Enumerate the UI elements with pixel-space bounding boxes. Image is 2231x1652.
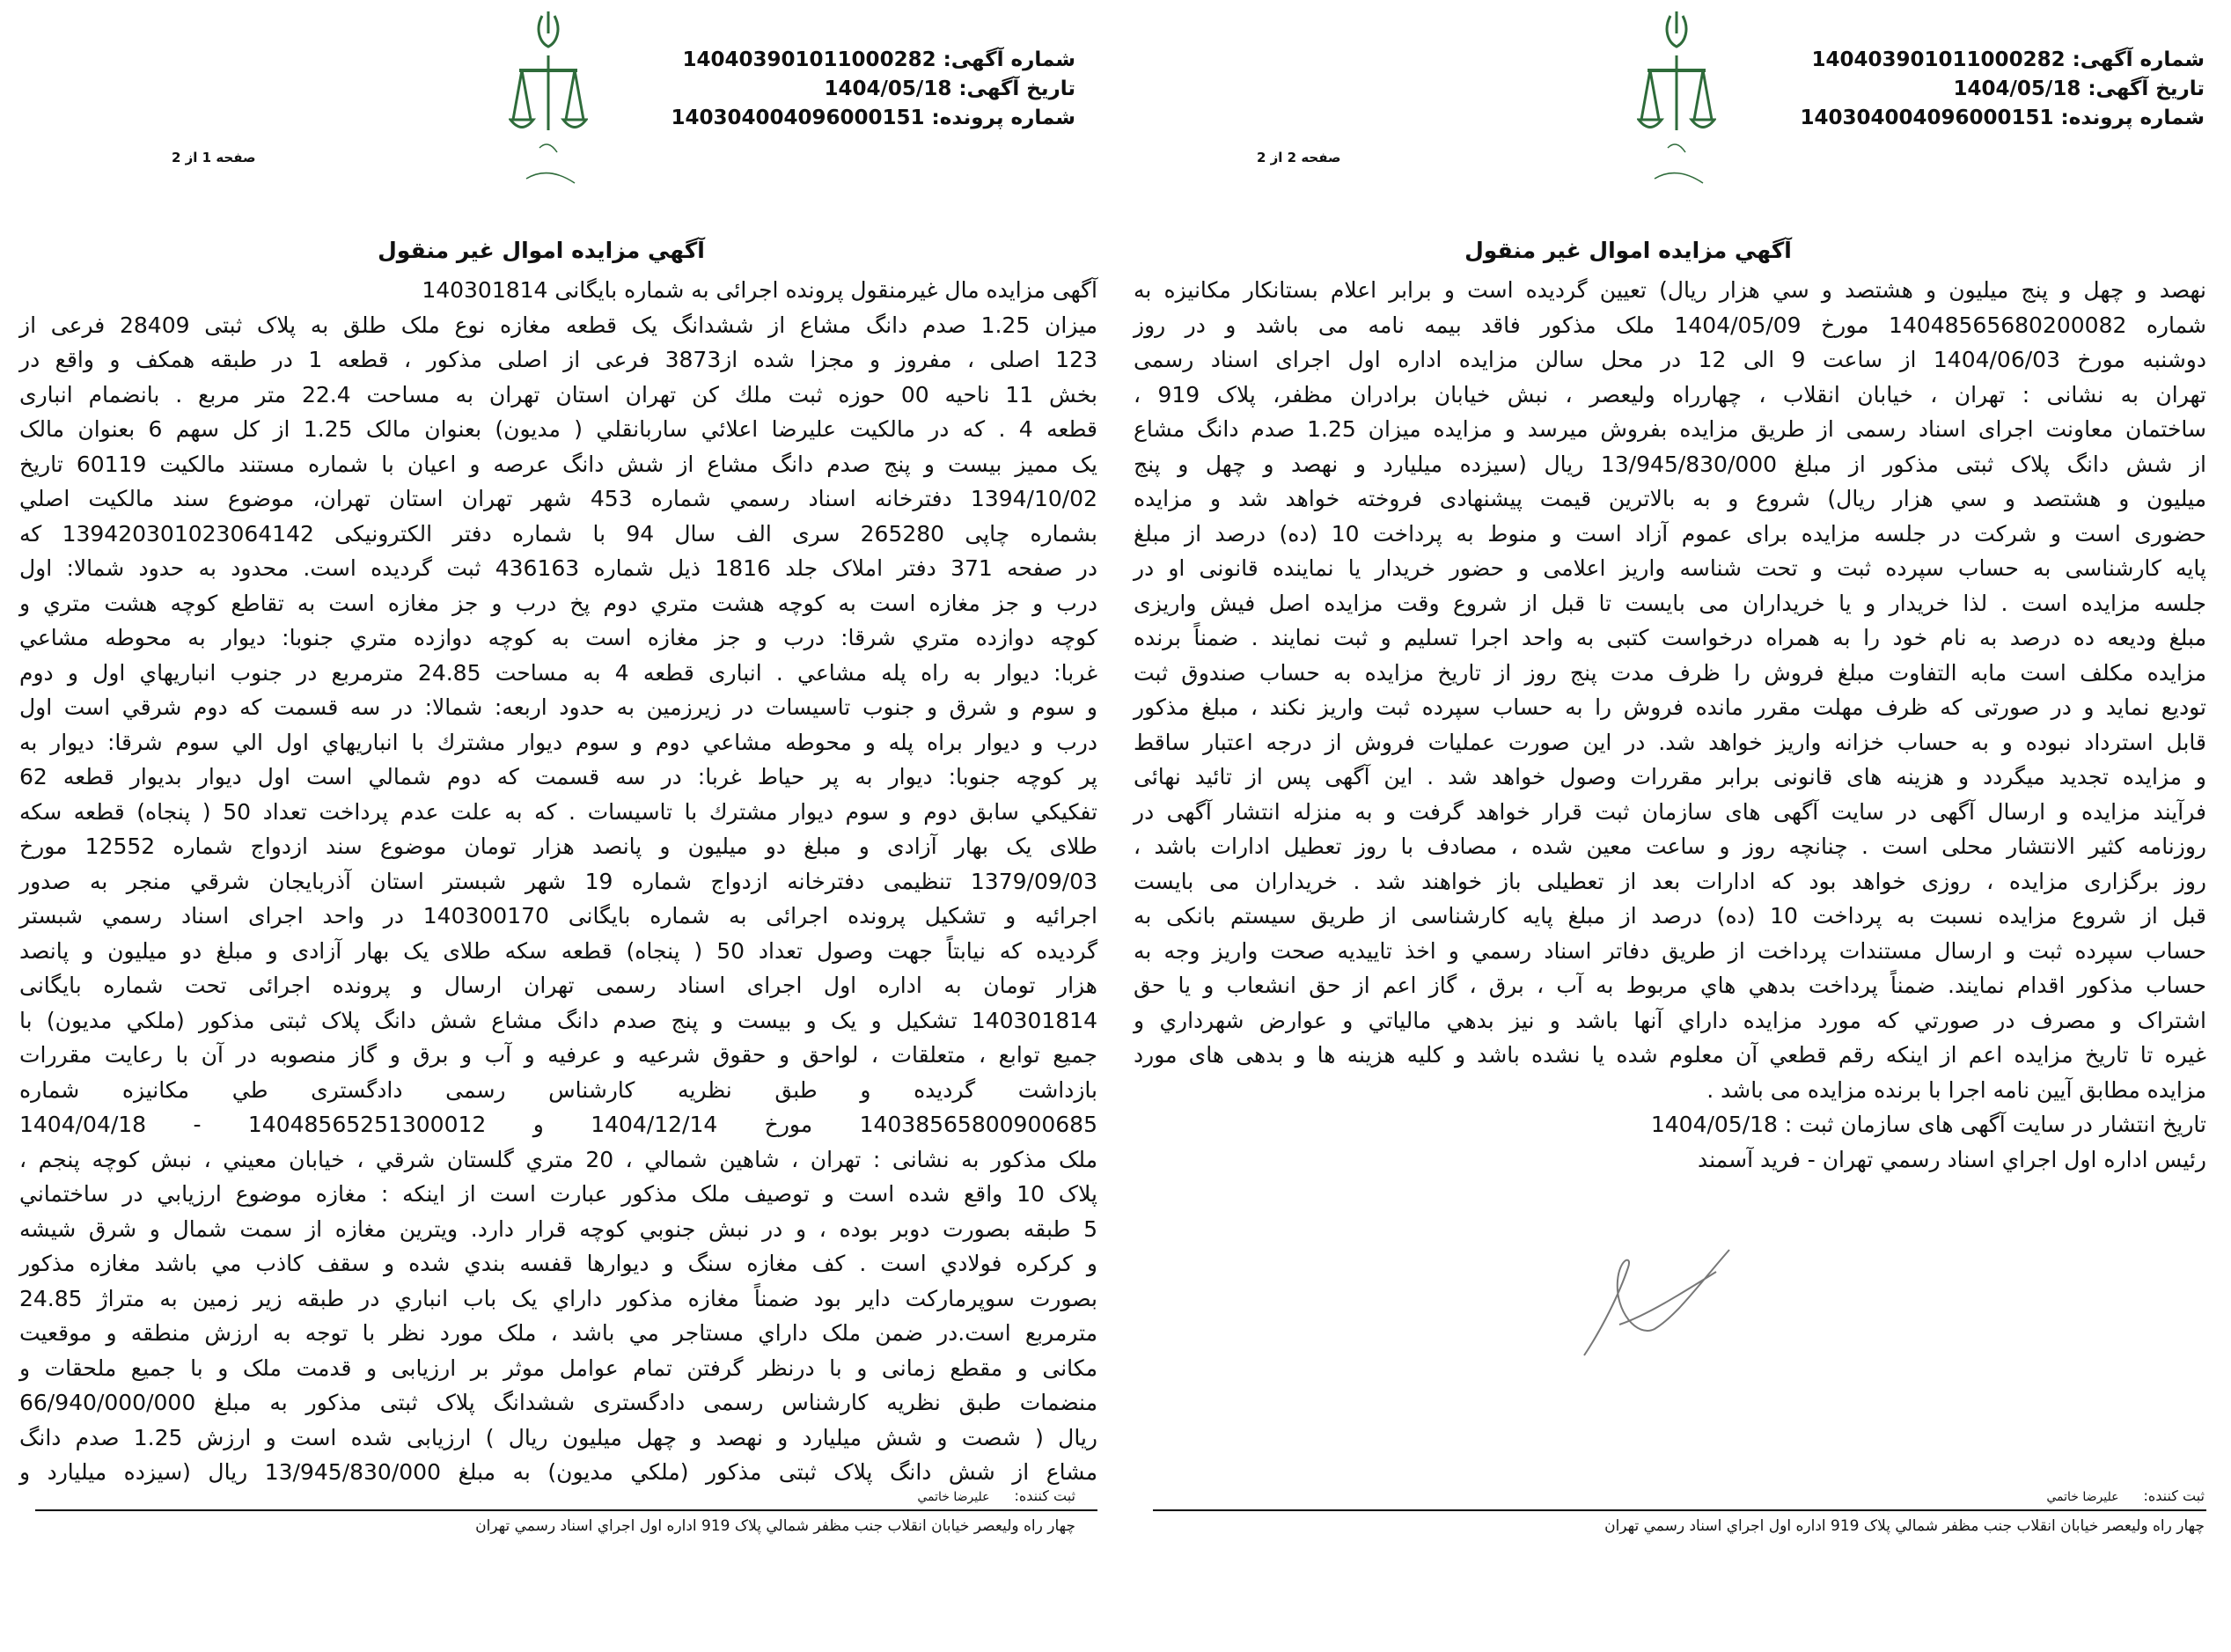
body-line: و سوم و شرق و جنوب تاسیسات در زیرزمین به حدود اربعه: شمالا: در سه قسمت که دوم شرقي است اول [19,694,1097,720]
body-line: روز برگزاری مزایده ، روزی خواهد بود که ادارات بعد از تعطیلی باز خواهند شد . خریداران می بایست [1134,868,2206,894]
body-line: 14038565800900685 مورخ 1404/12/14 و 14048565251300012 - 1404/04/18 [19,1112,1097,1137]
page-title: آگهي مزايده اموال غير منقول [378,238,705,263]
body-line: پلاک 10 واقع شده است و توصیف ملک مذکور عبارت است از اینکه : مغازه موضوع ارزیابي در ساختماني [19,1181,1097,1207]
body-line: روزنامه کثیر الانتشار محلی است . چنانچه روز و ساعت معین شده ، مصادف با روز تعطیل ادارات باشد ، [1134,833,2206,859]
body-line: پر کوچه جنوبا: دیوار به پر حیاط غربا: در سه قسمت که دوم شمالي است اول دیوار بدیوار قطعه 62 [19,764,1097,789]
body-line: ساختمان معاونت اجرای اسناد رسمی از طریق مزایده بفروش میرسد و مزایده میزان 1.25 صدم دانگ مشاع [1134,416,2206,442]
body-line: فرآیند مزایده و ارسال آگهی در سایت آگهی های سازمان ثبت قرار خواهد گرفت و به منزله انتشار آگهی در [1134,798,2206,825]
body-line: دوشنبه مورخ 1404/06/03 از ساعت 9 الی 12 در محل سالن مزایده اداره اول اجرای اسناد رسمی [1134,347,2206,372]
file-number: شماره پرونده: 140304004096000151 [671,106,1075,129]
body-line: مشاع از شش دانگ پلاک ثبتی مذکور (ملکي مدیون) به مبلغ 13/945/830/000 ریال (سیزده میلیارد و [19,1459,1097,1485]
body-line: اجرائیه و تشکیل پرونده اجرائی به شماره بایگانی 140300170 در واحد اجرای اسناد رسمي شبستر [19,903,1097,929]
ad-number: شماره آگهی: 140403901011000282 [682,48,1075,71]
body-line: مترمربع است.در ضمن ملک داراي مستاجر مي باشد ، ملک مورد نظر با توجه به ارزش منطقه و موقعیت [19,1320,1097,1346]
notice-body [19,273,1097,1490]
body-line: اشتراک و مصرف در صورتي که مورد مزایده داراي آنها باشد و نیز بدهي مالیاتي و عوارض شهرداري و [1134,1007,2206,1033]
judiciary-logo-icon [1637,7,1716,196]
page-number: صفحه 2 از 2 [1257,150,1341,165]
page-2 [1118,0,2231,1652]
body-line: قطعه 4 . که در مالکیت علیرضا اعلائي ساربانقلي ( مدیون) بعنوان مالک 1.25 از کل سهم 6 بعنوان مالک [19,416,1097,442]
registrar-name: علیرضا خاتمي [2046,1490,2119,1504]
body-line: و مزایده تجدید میگردد و هزینه های قانونی برابر مقررات وصول خواهد شد . این آگهی پس از تائید نهائی [1134,764,2206,789]
judiciary-logo-icon [509,7,588,196]
body-line: نهصد و چهل و پنج میلیون و هشتصد و سي هزار ریال) تعیین گردیده است و برابر اعلام بستانکار مکانیزه به [1134,277,2206,303]
page-1 [0,0,1113,1652]
signature-icon [1567,1232,1734,1373]
body-line: درب و جز مغازه است به کوچه هشت متري دوم پخ درب و جز مغازه است به تقاطع کوچه هشت متري و [19,590,1097,616]
body-line: هزار تومان به اداره اول اجرای اسناد رسمی تهران ارسال و پرونده اجرائی تحت شماره بایگانی [19,973,1097,998]
body-line: از شش دانگ پلاک ثبتی مذکور از مبلغ 13/945/830/000 ریال (سیزده میلیارد و نهصد و چهل و پنج [1134,451,2206,477]
body-line: شماره 14048565680200082 مورخ 1404/05/09 ملک مذکور فاقد بیمه نامه می باشد و در روز [1134,312,2207,338]
body-line: 140301814 تشکیل و یک و بیست و پنج صدم دانگ مشاع شش دانگ پلاک ثبتی مذکور (ملکي مدیون) با [19,1007,1097,1033]
page-title: آگهي مزايده اموال غير منقول [1464,238,1792,263]
registrar-label: ثبت کننده: [2143,1487,2205,1504]
body-line: بازداشت گردیده و طبق نظریه کارشناس رسمی دادگستری طي مکانیزه شماره [19,1076,1097,1103]
body-line: بصورت سوپرمارکت دایر بود ضمناً مغازه مذکور داراي یک باب انباري در طبقه زیر زمین به متراژ 24.85 [19,1285,1097,1311]
body-line: تفکیکي سابق دوم و سوم دیوار مشترك با تاسیسات . که به علت عدم پرداخت تعداد 50 ( پنجاه) قطعه سکه [19,798,1097,825]
page-header [1800,46,2205,133]
ad-date: تاریخ آگهی: 1404/05/18 [1953,77,2205,100]
body-line: جمیع توابع ، متعلقات ، لواحق و حقوق شرعیه و عرفیه و آب و برق و گاز منصوبه در آن با رعایت مقررات [19,1042,1097,1068]
body-line: بشماره چاپی 265280 سری الف سال 94 با شماره دفتر الکترونیکی 139420301023064142 که [19,520,1097,547]
file-number: شماره پرونده: 140304004096000151 [1800,106,2205,129]
body-line: ریال ( شصت و شش میلیارد و نهصد و چهل میلیون ریال ) ارزیابی شده است و ارزش 1.25 صدم دانگ [19,1424,1097,1450]
body-line: طلای یک بهار آزادی و مبلغ دو میلیون و پانصد هزار تومان موضوع سند ازدواج شماره 12552 مورخ [19,833,1097,859]
body-line: ملک مذکور به نشانی : تهران ، شاهین شمالي ، 20 متري گلستان شرقي ، خیابان معیني ، نبش کوچه پنجم ، [19,1146,1098,1172]
body-line: مزایده مطابق آیین نامه اجرا با برنده مزایده می باشد . [1706,1076,2206,1103]
ad-date: تاریخ آگهی: 1404/05/18 [824,77,1075,100]
body-line: گردیده که نیابتاً جهت وصول تعداد 50 ( پنجاه) قطعه سکه طلای یک بهار آزادی و مبلغ دو میلیون و پانصد [19,937,1098,964]
body-line: درب و دیوار براه پله و محوطه مشاعي دوم و سوم دیوار مشترك با انباریهاي اول الي سوم شرقا: دیوار به [19,729,1097,755]
body-line: 1379/09/03 تنظیمی دفترخانه ازدواج شماره 19 شهر شبستر استان آذربایجان شرقي منجر به صدور [19,868,1097,894]
body-line: حساب سپرده ثبت و ارسال مستندات پرداخت از طریق دفاتر اسناد رسمي و اخذ تاییدیه صحت واریز وجه به [1134,937,2206,964]
body-line: کوچه دوازده متري شرقا: درب و جز مغازه است به کوچه دوازده متري جنوبا: دیوار به محوطه مشاعي [19,625,1097,650]
body-line: آگهی مزایده مال غیرمنقول پرونده اجرائی به شماره بایگانی 140301814 [422,277,1097,303]
body-line: قبل از شروع مزایده نسبت به پرداخت 10 (ده) درصد از مبلغ پایه کارشناسی از طریق سیستم بانکی به [1134,903,2206,929]
body-line: غیره تا تاریخ مزایده اعم از اینکه رقم قطعي آن معلوم شده یا نشده باشد و کلیه هزینه ها و بدهی های مورد [1134,1042,2206,1068]
body-line: قابل استرداد نبوده و به حساب خزانه واریز خواهد شد. در این صورت عملیات فروش از درجه اعتبار ساقط [1134,729,2206,755]
body-line: حضوری است و شرکت در جلسه مزایده برای عموم آزاد است و منوط به پرداخت 10 (ده) درصد از مبلغ [1134,520,2206,547]
footer-divider [1153,1509,2206,1511]
body-line: رئیس اداره اول اجراي اسناد رسمي تهران - فرید آسمند [1698,1146,2206,1172]
body-line: میزان 1.25 صدم دانگ مشاع از ششدانگ یک قطعه مغازه نوع ملک طلق به پلاک ثبتی 28409 فرعی از [19,312,1098,338]
footer-address: چهار راه ولیعصر خیابان انقلاب جنب مظفر شمالي پلاک 919 اداره اول اجراي اسناد رسمي تهران [475,1517,1075,1535]
footer-divider [35,1509,1097,1511]
footer-address: چهار راه ولیعصر خیابان انقلاب جنب مظفر شمالي پلاک 919 اداره اول اجراي اسناد رسمي تهران [1604,1517,2205,1535]
body-line: میلیون و هشتصد و سي هزار ریال) شروع و به بالاترین قیمت پیشنهادی فروخته خواهد شد و مزایده [1134,486,2206,511]
page-header [671,46,1075,133]
notice-body [1134,273,2206,1177]
body-line: 123 اصلی ، مفروز و مجزا شده از3873 فرعی از اصلی مذکور ، قطعه 1 در طبقه همکف و واقع در [19,347,1097,372]
ad-number: شماره آگهی: 140403901011000282 [1811,48,2205,71]
body-line: 1394/10/02 دفترخانه اسناد رسمي شماره 453 شهر تهران استان تهران، موضوع سند مالکیت اصلي [19,486,1097,511]
body-line: یک ممیز بیست و پنج صدم دانگ مشاع از شش دانگ عرصه و اعیان با شماره مستند مالکیت 60119 تاریخ [19,451,1097,477]
registrar-name: علیرضا خاتمي [917,1490,990,1504]
body-line: در صفحه 371 دفتر املاک جلد 1816 ذیل شماره 436163 ثبت گردیده است. محدود به حدود شمالا: اول [19,555,1098,581]
registrar [2046,1487,2205,1504]
body-line: تهران به نشانی : تهران ، خیابان انقلاب ، چهارراه ولیعصر ، نبش خیابان برادران مظفر، پلاک 919 ، [1134,381,2206,407]
body-line: بخش 11 ناحیه 00 حوزه ثبت ملك كن تهران استان تهران به مساحت 22.4 متر مربع . بانضمام انباری [19,381,1097,407]
page-number: صفحه 1 از 2 [172,150,256,165]
body-line: پایه کارشناسی به حساب سپرده ثبت و تحت شناسه واریز اعلامی و حضور خریدار یا نماینده قانونی او در [1134,555,2206,581]
body-line: جلسه مزایده است . لذا خریدار و یا خریداران می بایست تا قبل از شروع وقت مزایده اصل فیش واریزی [1134,590,2206,616]
body-line: مزایده مکلف است مابه التفاوت مبلغ فروش را ظرف مدت پنج روز از تاریخ مزایده به حساب صندوق ثبت [1134,659,2206,686]
registrar [917,1487,1075,1504]
body-line: حساب مذکور اقدام نمایند. ضمناً پرداخت بدهي هاي مربوط به آب ، برق ، گاز اعم از حق انشعاب و یا حق [1134,973,2206,998]
body-line: و کرکره فولادي است . کف مغازه سنگ و دیوارها قفسه بندي شده و سقف کاذب مي باشد مغازه مذکور [19,1251,1097,1276]
body-line: منضمات طبق نظریه کارشناس رسمی دادگستری ششدانگ پلاک ثبتی مذکور به مبلغ 66/940/000/000 [19,1390,1097,1415]
body-line: تاریخ انتشار در سایت آگهی های سازمان ثبت : 1404/05/18 [1650,1112,2206,1137]
body-line: مبلغ ودیعه ده درصد به نام خود را به همراه درخواست کتبی به واحد اجرا تسلیم و ثبت نمایند . ضمناً برنده [1134,625,2206,650]
body-line: 5 طبقه بصورت دوبر بوده ، و در نبش جنوبي کوچه قرار دارد. ویترین مغازه از سمت شمال و شرق شیشه [19,1215,1097,1242]
body-line: مکانی و مقطع زمانی و با درنظر گرفتن تمام عوامل موثر بر ارزیابی و قدمت ملک و با جمیع ملحقات و [19,1355,1097,1381]
body-line: تودیع نماید و در صورتی که ظرف مهلت مقرر مانده فروش را به حساب سپرده ثبت واریز نکند ، مبلغ مذکور [1134,694,2206,720]
body-line: غربا: دیوار به راه پله مشاعي . انباری قطعه 4 به مساحت 24.85 مترمربع در جنوب انباریهاي اول و دوم [19,659,1098,686]
registrar-label: ثبت کننده: [1014,1487,1075,1504]
